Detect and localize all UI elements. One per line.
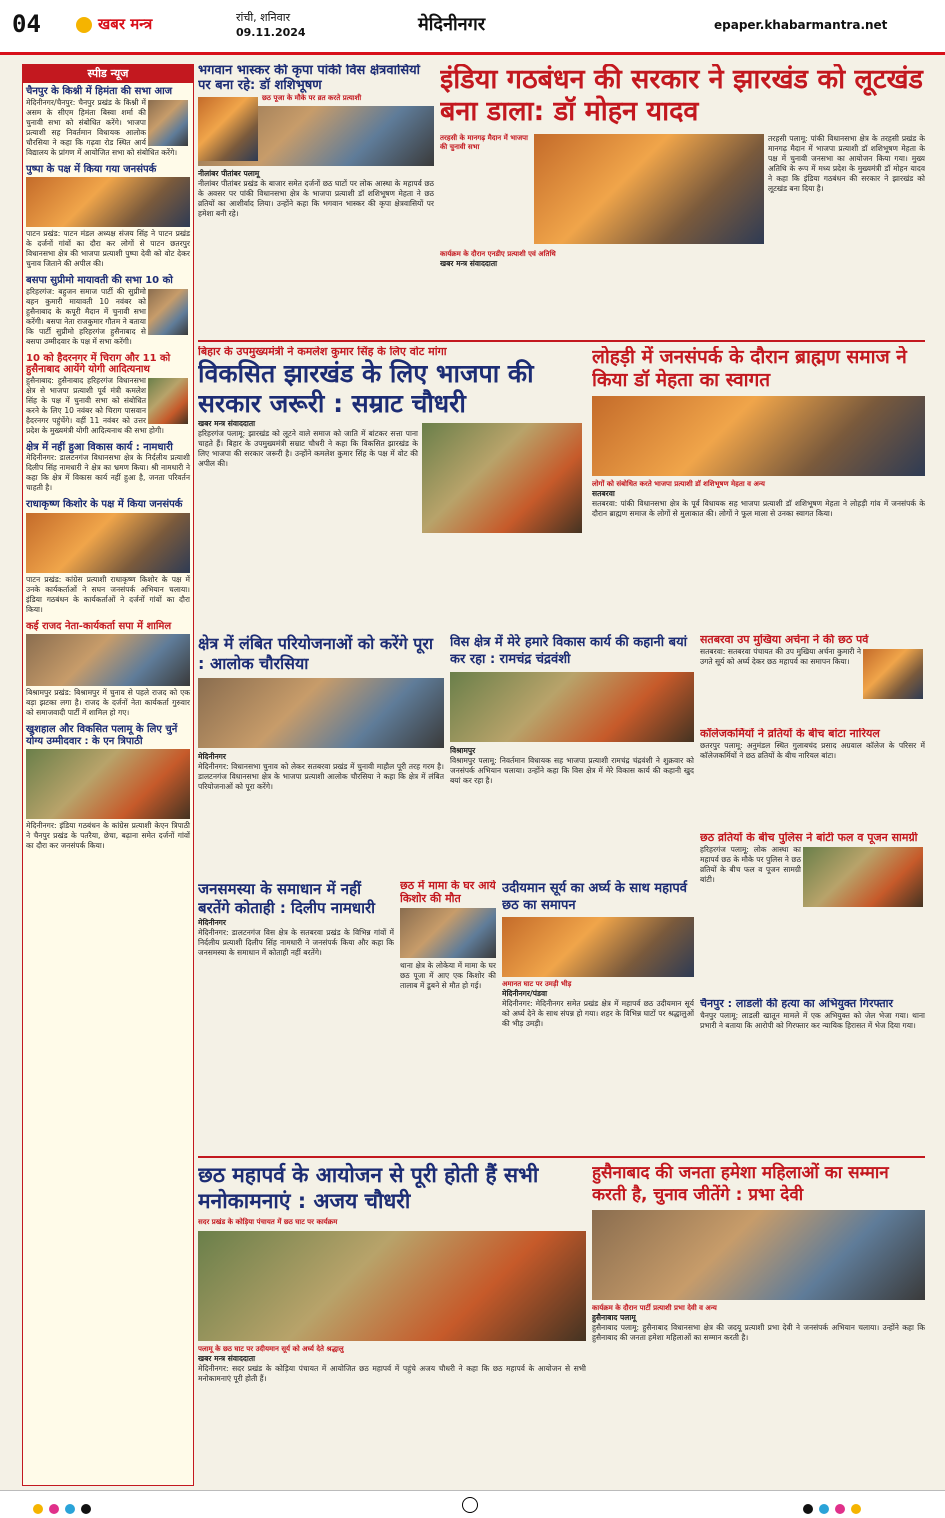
story-archana bbox=[700, 634, 925, 724]
story-body: मेदिनीनगर: मेदिनीनगर समेत प्रखंड क्षेत्र में महापर्व छठ उदीयमान सूर्य को अर्घ्य देने के साथ संपन्न हो गया। शहर के विभिन्न घाटों पर श्रद्धालुओं की भीड़ उमड़ी। bbox=[502, 999, 694, 1028]
color-dots-left bbox=[30, 1499, 94, 1518]
left-story-5 bbox=[23, 439, 193, 497]
story-headline: लोहड़ी में जनसंपर्क के दौरान ब्राह्मण समाज ने किया डॉ मेहता का स्वागत bbox=[592, 346, 907, 391]
registration-target-icon bbox=[462, 1497, 478, 1513]
story-body: हरिहरगंज पलामू: झारखंड को लूटने वाले समाज को जाति में बांटकर सत्ता पाना चाहते हैं। बिहार के उपमुख्यमंत्री सम्राट चौधरी ने कहा कि विकसित झारखंड के लिए भाजपा की सरकार जरूरी है। उन्होंने कमलेश कुमार सिंह के पक्ष में वोट की अपील की। bbox=[198, 428, 418, 468]
byline: हुसैनाबाद पलामू bbox=[592, 1313, 636, 1322]
story-headline: छठ में मामा के घर आये किशोर की मौत bbox=[400, 880, 496, 905]
left-column bbox=[22, 64, 194, 1486]
left-story-3 bbox=[23, 272, 193, 350]
story-alok-chaurasia bbox=[198, 634, 444, 874]
left-headline: 10 को हैदरनगर में चिराग और 11 को हुसैनाबाद आयेंगे योगी आदित्यनाथ bbox=[26, 352, 171, 375]
footer-registration-marks bbox=[0, 1490, 945, 1518]
byline: मेदिनीनगर/पंडवा bbox=[502, 989, 548, 998]
left-headline: क्षेत्र में नहीं हुआ विकास कार्य : नामधारी bbox=[26, 441, 173, 453]
photo bbox=[198, 1231, 586, 1341]
photo-caption: पलामू के छठ घाट पर उदीयमान सूर्य को अर्घ्य देते श्रद्धालु bbox=[198, 1345, 344, 1353]
story-police bbox=[700, 832, 925, 992]
color-dot bbox=[851, 1504, 861, 1514]
photo bbox=[592, 1210, 925, 1300]
lead-headline: इंडिया गठबंधन की सरकार ने झारखंड को लूटखंड बना डाला: डॉ मोहन यादव bbox=[440, 64, 923, 127]
left-story-7 bbox=[23, 618, 193, 722]
story-body: सतबरवा: पांकी विधानसभा क्षेत्र के पूर्व विधायक सह भाजपा प्रत्याशी डॉ शशिभूषण मेहता ने लोहड़ी गांव में जनसंपर्क के दौरान ब्राह्मण समाज के लोगों से मुलाकात की। लोगों ने फूल माला से उनका स्वागत किया। bbox=[592, 499, 925, 518]
photo bbox=[450, 672, 694, 742]
story-headline: विस क्षेत्र में मेरे हमारे विकास कार्य की कहानी बयां कर रहा : रामचंद्र चंद्रवंशी bbox=[450, 635, 687, 667]
story-body: मेदिनीनगर: सदर प्रखंड के कोड़िया पंचायत में आयोजित छठ महापर्व में पहुंचे अजय चौधरी ने कहा कि छठ महापर्व के आयोजन से सभी मनोकामनाएं पूरी होती हैं। bbox=[198, 1364, 586, 1383]
left-headline: कई राजद नेता-कार्यकर्ता सपा में शामिल bbox=[26, 620, 172, 632]
left-body: मेदिनीनगर: डालटनगंज विधानसभा क्षेत्र के निर्दलीय प्रत्याशी दिलीप सिंह नामधारी ने क्षेत्र का भ्रमण किया। श्री नामधारी ने कहा कि क्षेत्र में विकास कार्य नहीं हुआ है, जनता परिवर्तन चाहती है। bbox=[26, 453, 190, 492]
photo bbox=[198, 678, 444, 748]
story-headline: छठ महापर्व के आयोजन से पूरी होती हैं सभी मनोकामनाएं : अजय चौधरी bbox=[198, 1163, 539, 1213]
lead-caption: कार्यक्रम के दौरान एनडीए प्रत्याशी एवं अतिथि bbox=[440, 250, 556, 258]
story-body: छतरपुर पलामू: अनुमंडल स्थित गुलाबचंद प्रसाद अग्रवाल कॉलेज के परिसर में कॉलेजकर्मियों ने छठ व्रतियों के बीच नारियल बांटा। bbox=[700, 740, 925, 760]
divider bbox=[198, 1156, 925, 1158]
left-body: मेदिनीनगर/चैनपुर: चैनपुर प्रखंड के किश्नी में असम के सीएम हिमंता बिस्वा शर्मा की चुनावी सभा को संबोधित करेंगे। भाजपा प्रत्याशी सह निवर्तमान विधायक आलोक चौरसिया ने कहा कि गढ़वा रोड स्थित आर्य विद्यालय के प्रांगण में आयोजित सभा को संबोधित करेंगे। bbox=[26, 97, 178, 157]
website-link[interactable]: epaper.khabarmantra.net bbox=[714, 18, 888, 32]
story-headline: विकसित झारखंड के लिए भाजपा की सरकार जरूरी : सम्राट चौधरी bbox=[198, 358, 534, 418]
color-dot bbox=[819, 1504, 829, 1514]
photo bbox=[148, 289, 188, 335]
photo bbox=[863, 649, 923, 699]
left-headline: बसपा सुप्रीमो मायावती की सभा 10 को bbox=[26, 275, 173, 286]
story-headline: कॉलेजकर्मियों ने व्रतियों के बीच बांटा नारियल bbox=[700, 728, 880, 740]
city-day: रांची, शनिवार bbox=[236, 11, 291, 24]
photo bbox=[422, 423, 582, 533]
brand-icon bbox=[76, 17, 92, 33]
story-dilip-namdhari bbox=[198, 880, 394, 1150]
color-dots-right bbox=[800, 1499, 864, 1518]
story-ajay-chaudhary bbox=[198, 1162, 586, 1484]
divider bbox=[198, 340, 925, 342]
masthead bbox=[0, 0, 945, 55]
speed-news-tag: स्पीड न्यूज bbox=[23, 65, 193, 83]
story-headline: क्षेत्र में लंबित परियोजनाओं को करेंगे पूरा : आलोक चौरसिया bbox=[198, 634, 434, 673]
photo-caption: कार्यक्रम के दौरान पार्टी प्रत्याशी प्रभा देवी व अन्य bbox=[592, 1304, 717, 1312]
story-body: सतबरवा: सतबरवा पंचायत की उप मुखिया अर्चना कुमारी ने उगते सूर्य को अर्घ्य देकर छठ महापर्व का समापन किया। bbox=[700, 646, 861, 666]
brand-logo bbox=[76, 14, 152, 34]
story-headline: सतबरवा उप मुखिया अर्चना ने की छठ पर्व bbox=[700, 634, 869, 646]
photo bbox=[26, 513, 190, 573]
photo bbox=[148, 378, 188, 424]
story-body: मेदिनीनगर: डालटनगंज विस क्षेत्र के सतबरवा प्रखंड के विभिन्न गांवों में निर्दलीय प्रत्याशी दिलीप सिंह नामधारी ने जनसंपर्क किया और कहा कि जनसमस्या के समाधान में कोताही नहीं बरतेंगे। bbox=[198, 928, 394, 957]
story-body: हरिहरगंज पलामू: लोक आस्था का महापर्व छठ के मौके पर पुलिस ने छठ व्रतियों के बीच फल व पूजन सामग्री बांटी। bbox=[700, 844, 801, 884]
issue-date: 09.11.2024 bbox=[236, 26, 306, 39]
color-dot bbox=[33, 1504, 43, 1514]
left-headline: खुशहाल और विकसित पलामू के लिए चुनें योग्य उम्मीदवार : के एन त्रिपाठी bbox=[26, 724, 178, 747]
byline: खबर मन्त्र संवाददाता bbox=[198, 1354, 256, 1363]
left-story-8 bbox=[23, 721, 193, 854]
story-mama bbox=[400, 880, 496, 1150]
byline: नीलांबर पीतांबर पलामू bbox=[198, 168, 260, 178]
story-college bbox=[700, 728, 925, 828]
photo bbox=[592, 396, 925, 476]
color-dot bbox=[803, 1504, 813, 1514]
section-name: मेदिनीनगर bbox=[418, 14, 486, 35]
left-story-4 bbox=[23, 350, 193, 439]
byline: खबर मन्त्र संवाददाता bbox=[440, 259, 498, 268]
story-headline: छठ व्रतियों के बीच पुलिस ने बांटी फल व पूजन सामग्री bbox=[700, 832, 918, 844]
photo bbox=[148, 100, 188, 146]
photo bbox=[26, 749, 190, 819]
photo bbox=[198, 97, 258, 161]
byline: मेदिनीनगर bbox=[198, 752, 226, 761]
color-dot bbox=[835, 1504, 845, 1514]
left-story-6 bbox=[23, 496, 193, 618]
left-headline: चैनपुर के किश्नी में हिमंता की सभा आज bbox=[26, 86, 173, 97]
left-body: हुसैनाबाद: हुसैनाबाद हरिहरगंज विधानसभा क्षेत्र से भाजपा प्रत्याशी पूर्व मंत्री कमलेश सिंह के पक्ष में चुनावी सभा को संबोधित करने के लिए 10 नवंबर को चिराग पासवान हैदरनगर पहुंचेंगे। वहीं 11 नवंबर को उत्तर प्रदेश के मुख्यमंत्री योगी आदित्यनाथ की सभा होगी। bbox=[26, 375, 164, 435]
story-body: नीलांबर पीतांबर प्रखंड के बाजार समेत दर्जनों छठ घाटों पर लोक आस्था के महापर्व छठ के अवसर पर पांकी विधानसभा क्षेत्र के भाजपा प्रत्याशी डॉ शशिभूषण मेहता ने छठ व्रतियों का आशीर्वाद लिया। उन्होंने कहा कि भगवान भास्कर की कृपा क्षेत्रवासियों पर हमेशा बनी रहे। bbox=[198, 178, 434, 218]
story-body: विश्रामपुर पलामू: निवर्तमान विधायक सह भाजपा प्रत्याशी रामचंद्र चंद्रवंशी ने शुक्रवार को जनसंपर्क अभियान चलाया। उन्होंने कहा कि विस क्षेत्र में मेरे विकास कार्य की कहानी खुद बयां कर रहा है। bbox=[450, 756, 694, 785]
left-story-1 bbox=[23, 83, 193, 161]
story-ramchandra bbox=[450, 634, 694, 874]
story-body: हुसैनाबाद पलामू: हुसैनाबाद विधानसभा क्षेत्र की जदयू प्रत्याशी प्रभा देवी ने जनसंपर्क अभियान चलाया। उन्होंने कहा कि हुसैनाबाद की जनता हमेशा महिलाओं का सम्मान करती है। bbox=[592, 1323, 925, 1342]
byline: विश्रामपुर bbox=[450, 746, 476, 755]
story-headline: भगवान भास्कर की कृपा पांकी विस क्षेत्रवासियों पर बना रहे: डॉ शशिभूषण bbox=[198, 64, 421, 93]
story-body: चैनपुर पलामू: लाडली खातून मामले में एक अभियुक्त को जेल भेजा गया। थाना प्रभारी ने बताया कि आरोपी को गिरफ्तार कर न्यायिक हिरासत में भेज दिया गया। bbox=[700, 1010, 925, 1030]
photo-caption: छठ पूजा के मौके पर व्रत करते प्रत्याशी bbox=[262, 93, 362, 102]
left-body: पाटन प्रखंड: पाटन मंडल अध्यक्ष संजय सिंह ने पाटन प्रखंड के दर्जनों गांवों का दौरा कर लोगों से पाटन छतरपुर विधानसभा क्षेत्र की भाजपा प्रत्याशी पुष्पा देवी को वोट देकर चुनाव जिताने की अपील की। bbox=[26, 229, 190, 268]
story-body: मेदिनीनगर: विधानसभा चुनाव को लेकर सतबरवा प्रखंड में चुनावी माहौल पूरी तरह गरम है। डालटनगंज विधानसभा क्षेत्र के भाजपा प्रत्याशी आलोक चौरसिया ने कहा कि क्षेत्र में लंबित परियोजनाओं को पूरा करेंगे। bbox=[198, 762, 444, 791]
left-headline: पुष्पा के पक्ष में किया गया जनसंपर्क bbox=[26, 163, 157, 175]
brand-name: खबर मन्त्र bbox=[98, 15, 153, 33]
left-headline: राधाकृष्ण किशोर के पक्ष में किया जनसंपर्क bbox=[26, 499, 183, 510]
color-dot bbox=[49, 1504, 59, 1514]
photo bbox=[502, 917, 694, 977]
lead-story-mohan-yadav bbox=[440, 64, 925, 332]
left-body: बिश्रामपुर प्रखंड: बिश्रामपुर में चुनाव से पहले राजद को एक बड़ा झटका लगा है। राजद के दर्जनों नेता कार्यकर्ता गुरुवार को समाजवादी पार्टी में शामिल हो गए। bbox=[26, 688, 190, 717]
story-headline: चैनपुर : लाडली की हत्या का अभियुक्त गिरफ्तार bbox=[700, 998, 894, 1010]
story-headline: जनसमस्या के समाधान में नहीं बरतेंगे कोताही : दिलीप नामधारी bbox=[198, 880, 376, 917]
story-lohri bbox=[592, 346, 925, 626]
color-dot bbox=[65, 1504, 75, 1514]
byline: खबर मन्त्र संवाददाता bbox=[198, 418, 256, 428]
photo bbox=[26, 634, 190, 686]
photo bbox=[400, 908, 496, 958]
left-body: मेदिनीनगर: इंडिया गठबंधन के कांग्रेस प्रत्याशी केएन त्रिपाठी ने चैनपुर प्रखंड के पतरैया, छेचा, बढ़ाना समेत दर्जनों गांवों का दौरा कर जनसंपर्क किया। bbox=[26, 821, 190, 850]
left-body: हरिहरगंज: बहुजन समाज पार्टी की सुप्रीमो बहन कुमारी मायावती 10 नवंबर को हुसैनाबाद के कपूरी मैदान में चुनावी सभा करेंगी। बसपा नेता राजकुमार गौतम ने बताया कि पार्टी सुप्रीमो हरिहरगंज हुसैनाबाद से बसपा उम्मीदवार के पक्ष में सभा करेंगी। bbox=[26, 286, 146, 346]
story-surya-arghya bbox=[502, 880, 694, 1150]
story-headline: हुसैनाबाद की जनता हमेशा महिलाओं का सम्मान करती है, चुनाव जीतेंगे : प्रभा देवी bbox=[592, 1163, 889, 1205]
lead-subhead: तरहसी के मानगढ़ मैदान में भाजपा की चुनावी सभा bbox=[440, 134, 528, 151]
lead-body: तरहसी पलामू: पांकी विधानसभा क्षेत्र के तरहसी प्रखंड के मानगढ़ मैदान में भाजपा प्रत्याशी डॉ शशिभूषण मेहता के पक्ष में चुनावी जनसभा का आयोजन किया गया। मुख्य अतिथि के रूप में मध्य प्रदेश के मुख्यमंत्री डॉ मोहन यादव ने कहा कि इंडिया गठबंधन की सरकार ने झारखंड को लूटखंड बना दिया है। bbox=[768, 134, 925, 193]
story-prabha-devi bbox=[592, 1162, 925, 1484]
story-kicker: बिहार के उपमुख्यमंत्री ने कमलेश कुमार सिंह के लिए वोट मांगा bbox=[198, 346, 447, 358]
story-headline: उदीयमान सूर्य का अर्घ्य के साथ महापर्व छठ का समापन bbox=[502, 881, 688, 913]
byline: मेदिनीनगर bbox=[198, 918, 226, 927]
story-samrat-chaudhary bbox=[198, 346, 586, 626]
lead-photo bbox=[534, 134, 764, 244]
top-story-shashibhushan bbox=[198, 64, 434, 332]
left-story-2 bbox=[23, 161, 193, 273]
photo-caption: अमानत घाट पर उमड़ी भीड़ bbox=[502, 980, 572, 988]
photo bbox=[803, 847, 923, 907]
byline: सतबरवा bbox=[592, 489, 615, 498]
photo bbox=[26, 177, 190, 227]
page-number: 04 bbox=[12, 10, 41, 38]
left-body: पाटन प्रखंड: कांग्रेस प्रत्याशी राधाकृष्ण किशोर के पक्ष में उनके कार्यकर्ताओं ने सघन जनसंपर्क अभियान चलाया। इंडिया गठबंधन के कार्यकर्ताओं ने दर्जनों गांवों का दौरा किया। bbox=[26, 574, 190, 614]
story-chainpur bbox=[700, 998, 925, 1148]
color-dot bbox=[81, 1504, 91, 1514]
date-block bbox=[236, 10, 306, 40]
story-subhead: सदर प्रखंड के कोड़िया पंचायत में छठ घाट पर कार्यक्रम bbox=[198, 1218, 338, 1226]
story-body: थाना क्षेत्र के लोकेया में मामा के घर छठ पूजा में आए एक किशोर की तालाब में डूबने से मौत हो गई। bbox=[400, 961, 496, 991]
photo-caption: लोगों को संबोधित करते भाजपा प्रत्याशी डॉ शशिभूषण मेहता व अन्य bbox=[592, 480, 765, 488]
